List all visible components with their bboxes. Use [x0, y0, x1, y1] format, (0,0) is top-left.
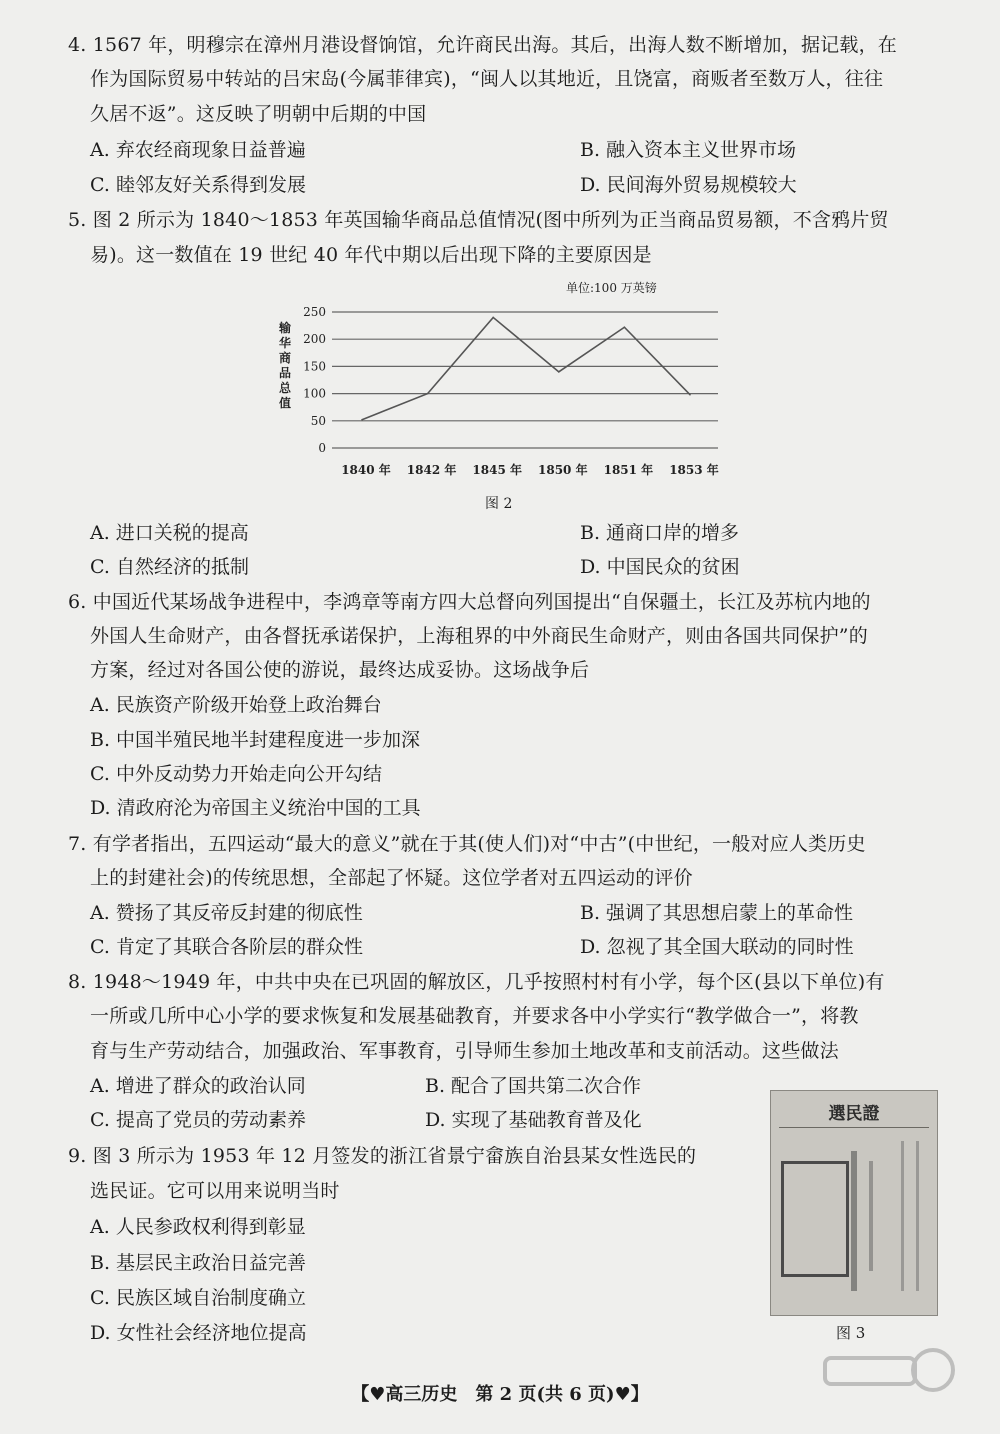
q8-option-b[interactable]: B. 配合了国共第二次合作 — [425, 1075, 642, 1097]
q8-line-1: 8. 1948～1949 年，中共中央在已巩固的解放区，几乎按照村村有小学，每个区(县以下单位)有 — [68, 971, 885, 993]
x-tick-label: 1851 年 — [603, 463, 654, 477]
q8-option-c[interactable]: C. 提高了党员的劳动素养 — [90, 1109, 306, 1131]
x-tick-label: 1853 年 — [669, 463, 719, 477]
q9-option-c[interactable]: C. 民族区域自治制度确立 — [90, 1287, 306, 1309]
q4-option-c[interactable]: C. 睦邻友好关系得到发展 — [90, 174, 306, 196]
certificate-divider — [779, 1127, 929, 1128]
q7-option-d[interactable]: D. 忽视了其全国大联动的同时性 — [580, 936, 854, 958]
x-tick-label: 1850 年 — [538, 463, 588, 477]
q4-option-d[interactable]: D. 民间海外贸易规模较大 — [580, 174, 797, 196]
q5-option-c[interactable]: C. 自然经济的抵制 — [90, 556, 249, 578]
q4-option-b[interactable]: B. 融入资本主义世界市场 — [580, 139, 797, 161]
q5-option-a[interactable]: A. 进口关税的提高 — [90, 522, 249, 544]
certificate-print-column-2 — [916, 1141, 919, 1291]
q9-option-a[interactable]: A. 人民参政权利得到彰显 — [90, 1216, 306, 1238]
q8-option-d[interactable]: D. 实现了基础教育普及化 — [425, 1109, 642, 1131]
q6-option-c[interactable]: C. 中外反动势力开始走向公开勾结 — [90, 763, 382, 785]
q4-line-2: 作为国际贸易中转站的吕宋岛(今属菲律宾)，“闽人以其地近，且饶富，商贩者至数万人，往往 — [90, 68, 884, 90]
y-tick-label: 200 — [303, 332, 326, 347]
certificate-stamp — [781, 1161, 849, 1277]
q7-option-b[interactable]: B. 强调了其思想启蒙上的革命性 — [580, 902, 854, 924]
series-line — [362, 317, 690, 419]
q7-option-c[interactable]: C. 肯定了其联合各阶层的群众性 — [90, 936, 363, 958]
data-point — [427, 393, 429, 395]
q9-line-1: 9. 图 3 所示为 1953 年 12 月签发的浙江省景宁畲族自治县某女性选民的 — [68, 1145, 697, 1167]
voter-certificate-image — [770, 1090, 938, 1316]
y-tick-label: 50 — [310, 413, 326, 428]
q8-line-2: 一所或几所中心小学的要求恢复和发展基础教育，并要求各中小学实行“教学做合一”，将教 — [90, 1005, 859, 1027]
q4-line-1: 4. 1567 年，明穆宗在漳州月港设督饷馆，允许商民出海。其后，出海人数不断增加，据记载，在 — [68, 34, 897, 56]
q9-line-2: 选民证。它可以用来说明当时 — [90, 1180, 340, 1202]
data-point — [624, 326, 626, 328]
certificate-handwriting — [851, 1151, 857, 1291]
q6-line-3: 方案，经过对各国公使的游说，最终达成妥协。这场战争后 — [90, 659, 590, 681]
voter-certificate-title: 選民證 — [828, 1104, 880, 1124]
q7-line-1: 7. 有学者指出，五四运动“最大的意义”就在于其(使人们)对“中古”(中世纪，一般对应人类历史 — [68, 833, 866, 855]
y-axis-label-char: 商 — [278, 351, 292, 365]
figure-2-chart — [270, 278, 730, 508]
line-chart-svg — [270, 278, 730, 508]
certificate-handwriting-2 — [869, 1161, 873, 1271]
figure-3-caption: 图 3 — [836, 1324, 866, 1342]
page-footer: 【♥高三历史 第 2 页(共 6 页)♥】 — [351, 1384, 649, 1405]
y-axis-label-char: 值 — [278, 396, 292, 410]
y-tick-label: 0 — [318, 441, 326, 455]
q4-line-3: 久居不返”。这反映了明朝中后期的中国 — [90, 103, 427, 125]
y-axis-label-char: 总 — [278, 381, 292, 395]
data-point — [558, 371, 560, 373]
y-axis-label-char: 华 — [278, 336, 292, 350]
q9-option-d[interactable]: D. 女性社会经济地位提高 — [90, 1322, 307, 1344]
chart-unit-label: 单位:100 万英镑 — [566, 281, 657, 295]
q8-option-a[interactable]: A. 增进了群众的政治认同 — [90, 1075, 306, 1097]
q5-line-1: 5. 图 2 所示为 1840～1853 年英国输华商品总值情况(图中所列为正当商品贸易额，不含鸦片贸 — [68, 209, 889, 231]
y-axis-label-char: 输 — [278, 321, 292, 335]
q6-option-b[interactable]: B. 中国半殖民地半封建程度进一步加深 — [90, 729, 421, 751]
q5-option-b[interactable]: B. 通商口岸的增多 — [580, 522, 740, 544]
x-tick-label: 1840 年 — [341, 463, 391, 477]
data-point — [492, 317, 494, 319]
y-tick-label: 150 — [303, 359, 326, 374]
q8-line-3: 育与生产劳动结合，加强政治、军事教育，引导师生参加土地改革和支前活动。这些做法 — [90, 1040, 839, 1062]
data-point — [689, 394, 691, 396]
x-tick-label: 1842 年 — [406, 463, 457, 477]
q6-option-d[interactable]: D. 清政府沦为帝国主义统治中国的工具 — [90, 797, 421, 819]
data-point — [361, 419, 363, 421]
y-tick-label: 250 — [303, 305, 326, 319]
q7-line-2: 上的封建社会)的传统思想，全部起了怀疑。这位学者对五四运动的评价 — [90, 867, 693, 889]
q5-option-d[interactable]: D. 中国民众的贫困 — [580, 556, 740, 578]
y-tick-label: 100 — [303, 386, 326, 401]
x-tick-label: 1845 年 — [472, 463, 522, 477]
q6-option-a[interactable]: A. 民族资产阶级开始登上政治舞台 — [90, 694, 382, 716]
q9-option-b[interactable]: B. 基层民主政治日益完善 — [90, 1252, 307, 1274]
certificate-print-column — [901, 1141, 904, 1291]
figure-2-caption: 图 2 — [485, 496, 513, 512]
q5-line-2: 易)。这一数值在 19 世纪 40 年代中期以后出现下降的主要原因是 — [90, 244, 652, 266]
q6-line-2: 外国人生命财产，由各督抚承诺保护，上海租界的中外商民生命财产，则由各国共同保护”的 — [90, 625, 868, 647]
q4-option-a[interactable]: A. 弃农经商现象日益普遍 — [90, 139, 306, 161]
y-axis-label-char: 品 — [278, 366, 292, 380]
q6-line-1: 6. 中国近代某场战争进程中，李鸿章等南方四大总督向列国提出“自保疆土，长江及苏杭内地的 — [68, 591, 871, 613]
q7-option-a[interactable]: A. 赞扬了其反帝反封建的彻底性 — [90, 902, 363, 924]
